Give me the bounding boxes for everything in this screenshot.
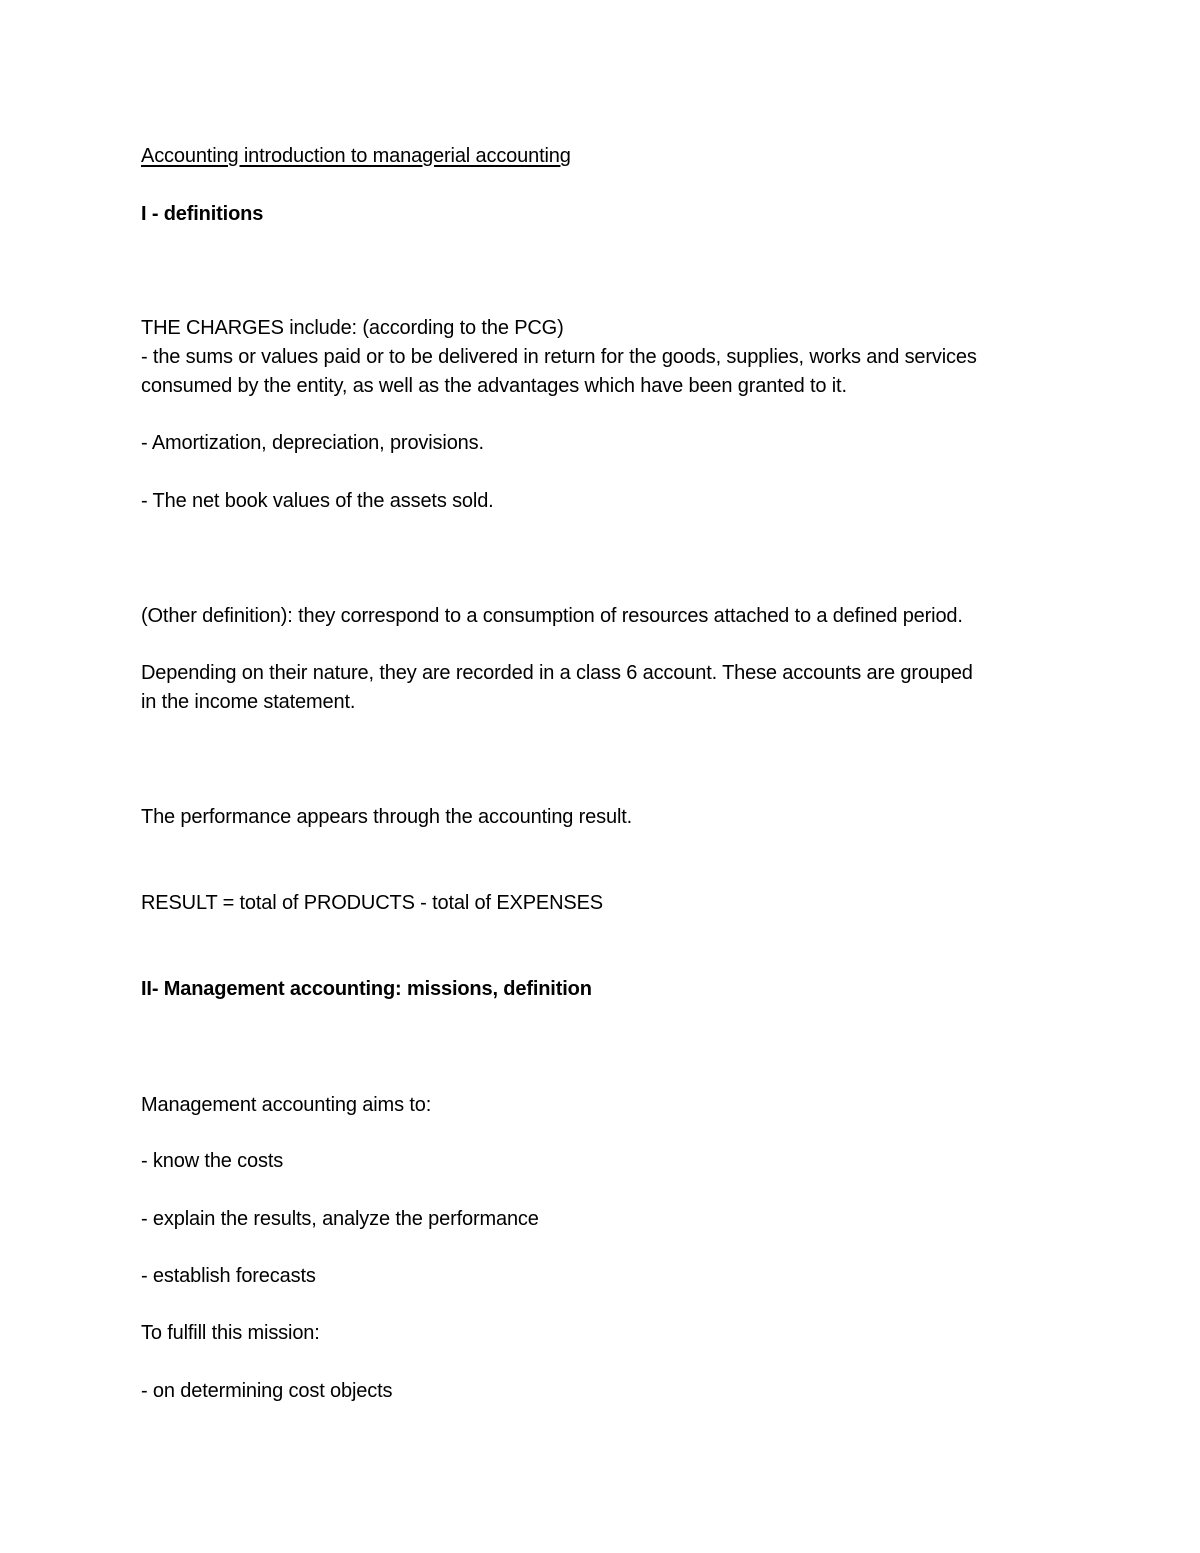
aims-intro: Management accounting aims to:: [141, 1094, 432, 1116]
charges-item-2: - Amortization, depreciation, provisions.: [141, 432, 484, 454]
nature-line-2: in the income statement.: [141, 691, 356, 713]
performance-statement: The performance appears through the accounting result.: [141, 806, 633, 828]
charges-item-3: - The net book values of the assets sold.: [141, 490, 494, 512]
mission-intro: To fulfill this mission:: [141, 1322, 320, 1344]
charges-item-1-line-1: - the sums or values paid or to be delivered in return for the goods, supplies, works and services: [141, 346, 977, 368]
document-title: Accounting introduction to managerial accounting: [141, 145, 571, 167]
charges-intro: THE CHARGES include: (according to the PCG): [141, 317, 564, 339]
section-1-heading: I - definitions: [141, 203, 264, 225]
section-2-heading: II- Management accounting: missions, definition: [141, 978, 592, 1000]
nature-line-1: Depending on their nature, they are recorded in a class 6 account. These accounts are grouped: [141, 662, 973, 684]
result-formula: RESULT = total of PRODUCTS - total of EXPENSES: [141, 892, 603, 914]
aims-list-item: - explain the results, analyze the performance: [141, 1208, 539, 1230]
charges-item-1-line-2: consumed by the entity, as well as the advantages which have been granted to it.: [141, 375, 847, 397]
other-definition: (Other definition): they correspond to a consumption of resources attached to a defined period.: [141, 605, 963, 627]
aims-list-item: - establish forecasts: [141, 1265, 316, 1287]
aims-list-item: - know the costs: [141, 1150, 284, 1172]
mission-list-item: - on determining cost objects: [141, 1380, 393, 1402]
